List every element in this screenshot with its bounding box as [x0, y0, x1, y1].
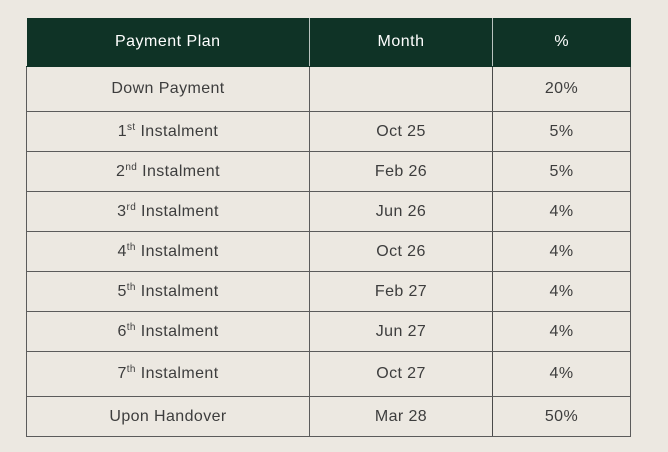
plan-label: Upon Handover: [109, 407, 227, 425]
payment-plan-table: [26, 18, 631, 437]
plan-label: Down Payment: [111, 80, 225, 97]
table-row: [27, 112, 631, 152]
plan-ordinal-suffix: th: [126, 321, 136, 333]
plan-label: 2: [116, 162, 126, 180]
month-cell: Jun 27: [310, 312, 493, 352]
plan-label: 4: [117, 242, 127, 260]
plan-label: 7: [117, 365, 127, 382]
plan-label-suffix: Instalment: [135, 365, 219, 382]
percent-cell: 4%: [493, 192, 631, 232]
table-row: [27, 232, 631, 272]
plan-ordinal-suffix: th: [126, 364, 136, 375]
plan-label-suffix: Instalment: [137, 162, 220, 180]
table-row: [27, 192, 631, 232]
plan-label-suffix: Instalment: [135, 122, 219, 140]
table-row: [27, 67, 631, 112]
table-row: [27, 152, 631, 192]
month-cell: Oct 26: [310, 232, 493, 272]
plan-cell: [27, 352, 310, 397]
plan-label: 6: [117, 322, 127, 340]
percent-cell: 5%: [493, 152, 631, 192]
plan-label-suffix: Instalment: [135, 322, 219, 340]
percent-cell: 4%: [493, 352, 631, 397]
month-cell: Oct 27: [310, 352, 493, 397]
plan-label-suffix: Instalment: [136, 202, 219, 220]
plan-cell: [27, 312, 310, 352]
month-cell: Oct 25: [310, 112, 493, 152]
percent-cell: 4%: [493, 272, 631, 312]
plan-cell: [27, 397, 310, 437]
month-cell: [310, 67, 493, 112]
header-month: Month: [310, 18, 493, 67]
plan-ordinal-suffix: th: [126, 241, 136, 253]
plan-cell: [27, 272, 310, 312]
month-cell: Jun 26: [310, 192, 493, 232]
header-payment-plan: Payment Plan: [27, 18, 310, 67]
table-body: [27, 67, 631, 437]
plan-ordinal-suffix: nd: [125, 161, 138, 173]
month-cell: Mar 28: [310, 397, 493, 437]
table-row: [27, 397, 631, 437]
plan-label-suffix: Instalment: [135, 282, 219, 300]
table-row: [27, 312, 631, 352]
percent-cell: 20%: [493, 67, 631, 112]
plan-label: 1: [117, 122, 128, 140]
percent-cell: 4%: [493, 232, 631, 272]
table-header: [27, 18, 631, 67]
percent-cell: 5%: [493, 112, 631, 152]
month-cell: Feb 26: [310, 152, 493, 192]
month-cell: Feb 27: [310, 272, 493, 312]
plan-label: 5: [117, 282, 127, 300]
plan-cell: [27, 152, 310, 192]
percent-cell: 50%: [493, 397, 631, 437]
table-row: [27, 352, 631, 397]
plan-cell: [27, 232, 310, 272]
plan-ordinal-suffix: th: [126, 281, 136, 293]
plan-cell: [27, 192, 310, 232]
table-row: [27, 272, 631, 312]
plan-ordinal-suffix: rd: [126, 201, 137, 213]
header-percent: %: [493, 18, 631, 67]
plan-cell: [27, 112, 310, 152]
plan-cell: [27, 67, 310, 112]
header-row: [27, 18, 631, 67]
plan-ordinal-suffix: st: [127, 121, 136, 133]
plan-label-suffix: Instalment: [135, 242, 219, 260]
plan-label: 3: [117, 202, 127, 220]
percent-cell: 4%: [493, 312, 631, 352]
